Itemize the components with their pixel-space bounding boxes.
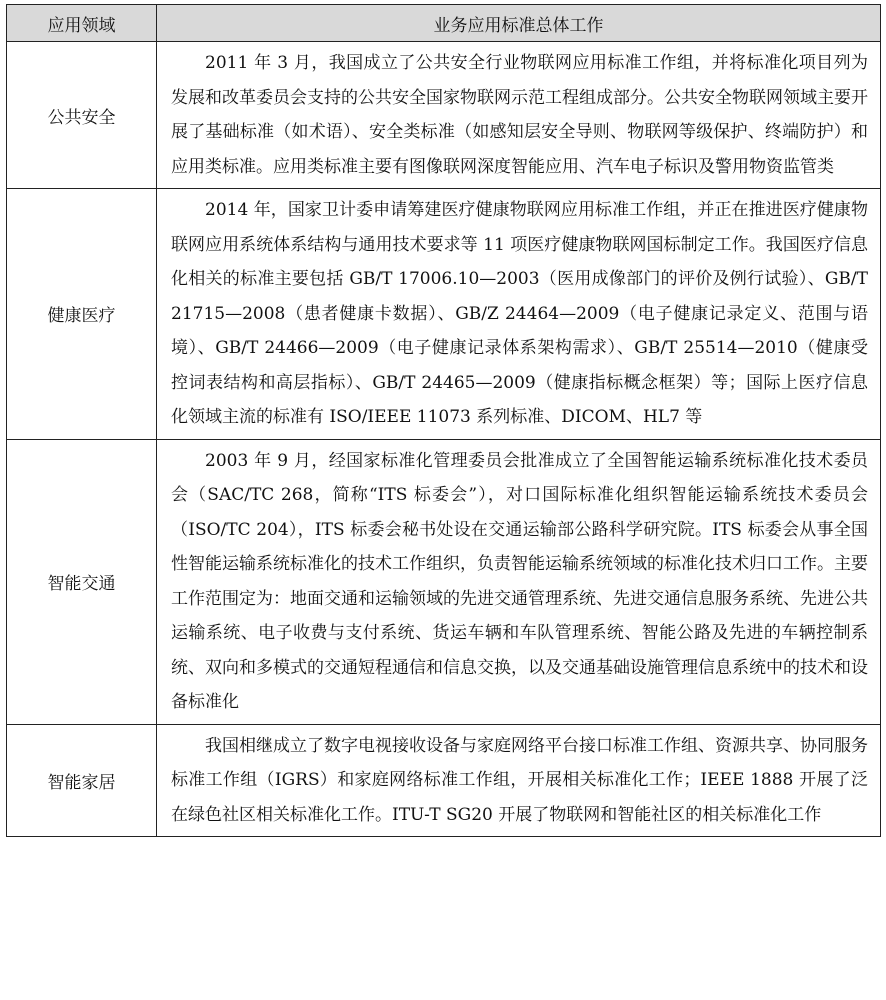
table-row — [7, 724, 881, 837]
table-row — [7, 189, 881, 440]
row-work-smart-transport — [157, 439, 881, 724]
header-work: 业务应用标准总体工作 — [157, 5, 881, 42]
row-domain-smart-home: 智能家居 — [7, 724, 157, 837]
row-domain-public-security: 公共安全 — [7, 42, 157, 189]
work-text: 我国相继成立了数字电视接收设备与家庭网络平台接口标准工作组、资源共享、协同服务标准工作组（IGRS）和家庭网络标准工作组，开展相关标准化工作；IEEE 1888 开展了泛在绿色社区相关标准化工作。ITU-T SG20 开展了物联网和智能社区的相关标准化工作 — [171, 735, 868, 825]
table-row — [7, 42, 881, 189]
standards-table-container — [6, 4, 880, 837]
row-work-public-security — [157, 42, 881, 189]
work-text: 2011 年 3 月，我国成立了公共安全行业物联网应用标准工作组，并将标准化项目列为发展和改革委员会支持的公共安全国家物联网示范工程组成部分。公共安全物联网领域主要开展了基础标准（如术语）、安全类标准（如感知层安全导则、物联网等级保护、终端防护）和应用类标准。应用类标准主要有图像联网深度智能应用、汽车电子标识及警用物资监管类 — [171, 53, 868, 177]
header-domain: 应用领域 — [7, 5, 157, 42]
row-domain-smart-transport: 智能交通 — [7, 439, 157, 724]
row-domain-healthcare: 健康医疗 — [7, 189, 157, 440]
table-header-row — [7, 5, 881, 42]
row-work-smart-home — [157, 724, 881, 837]
table-row — [7, 439, 881, 724]
standards-table — [6, 4, 881, 837]
work-text: 2003 年 9 月，经国家标准化管理委员会批准成立了全国智能运输系统标准化技术委员会（SAC/TC 268，简称“ITS 标委会”），对口国际标准化组织智能运输系统技术委员会（ISO/TC 204），ITS 标委会秘书处设在交通运输部公路科学研究院。ITS 标委会从事全国性智能运输系统标准化的技术工作组织，负责智能运输系统领域的标准化技术归口工作。主要工作范围定为：地面交通和运输领域的先进交通管理系统、先进交通信息服务系统、先进公共运输系统、电子收费与支付系统、货运车辆和车队管理系统、智能公路及先进的车辆控制系统、双向和多模式的交通短程通信和信息交换，以及交通基础设施管理信息系统中的技术和设备标准化 — [171, 450, 868, 712]
work-text: 2014 年，国家卫计委申请筹建医疗健康物联网应用标准工作组，并正在推进医疗健康物联网应用系统体系结构与通用技术要求等 11 项医疗健康物联网国标制定工作。我国医疗信息化相关的标准主要包括 GB/T 17006.10—2003（医用成像部门的评价及例行试验）、GB/T 21715—2008（患者健康卡数据）、GB/Z 24464—2009（电子健康记录定义、范围与语境）、GB/T 24466—2009（电子健康记录体系架构需求）、GB/T 25514—2010（健康受控词表结构和高层指标）、GB/T 24465—2009（健康指标概念框架）等；国际上医疗信息化领域主流的标准有 ISO/IEEE 11073 系列标准、DICOM、HL7 等 — [171, 200, 868, 427]
row-work-healthcare — [157, 189, 881, 440]
